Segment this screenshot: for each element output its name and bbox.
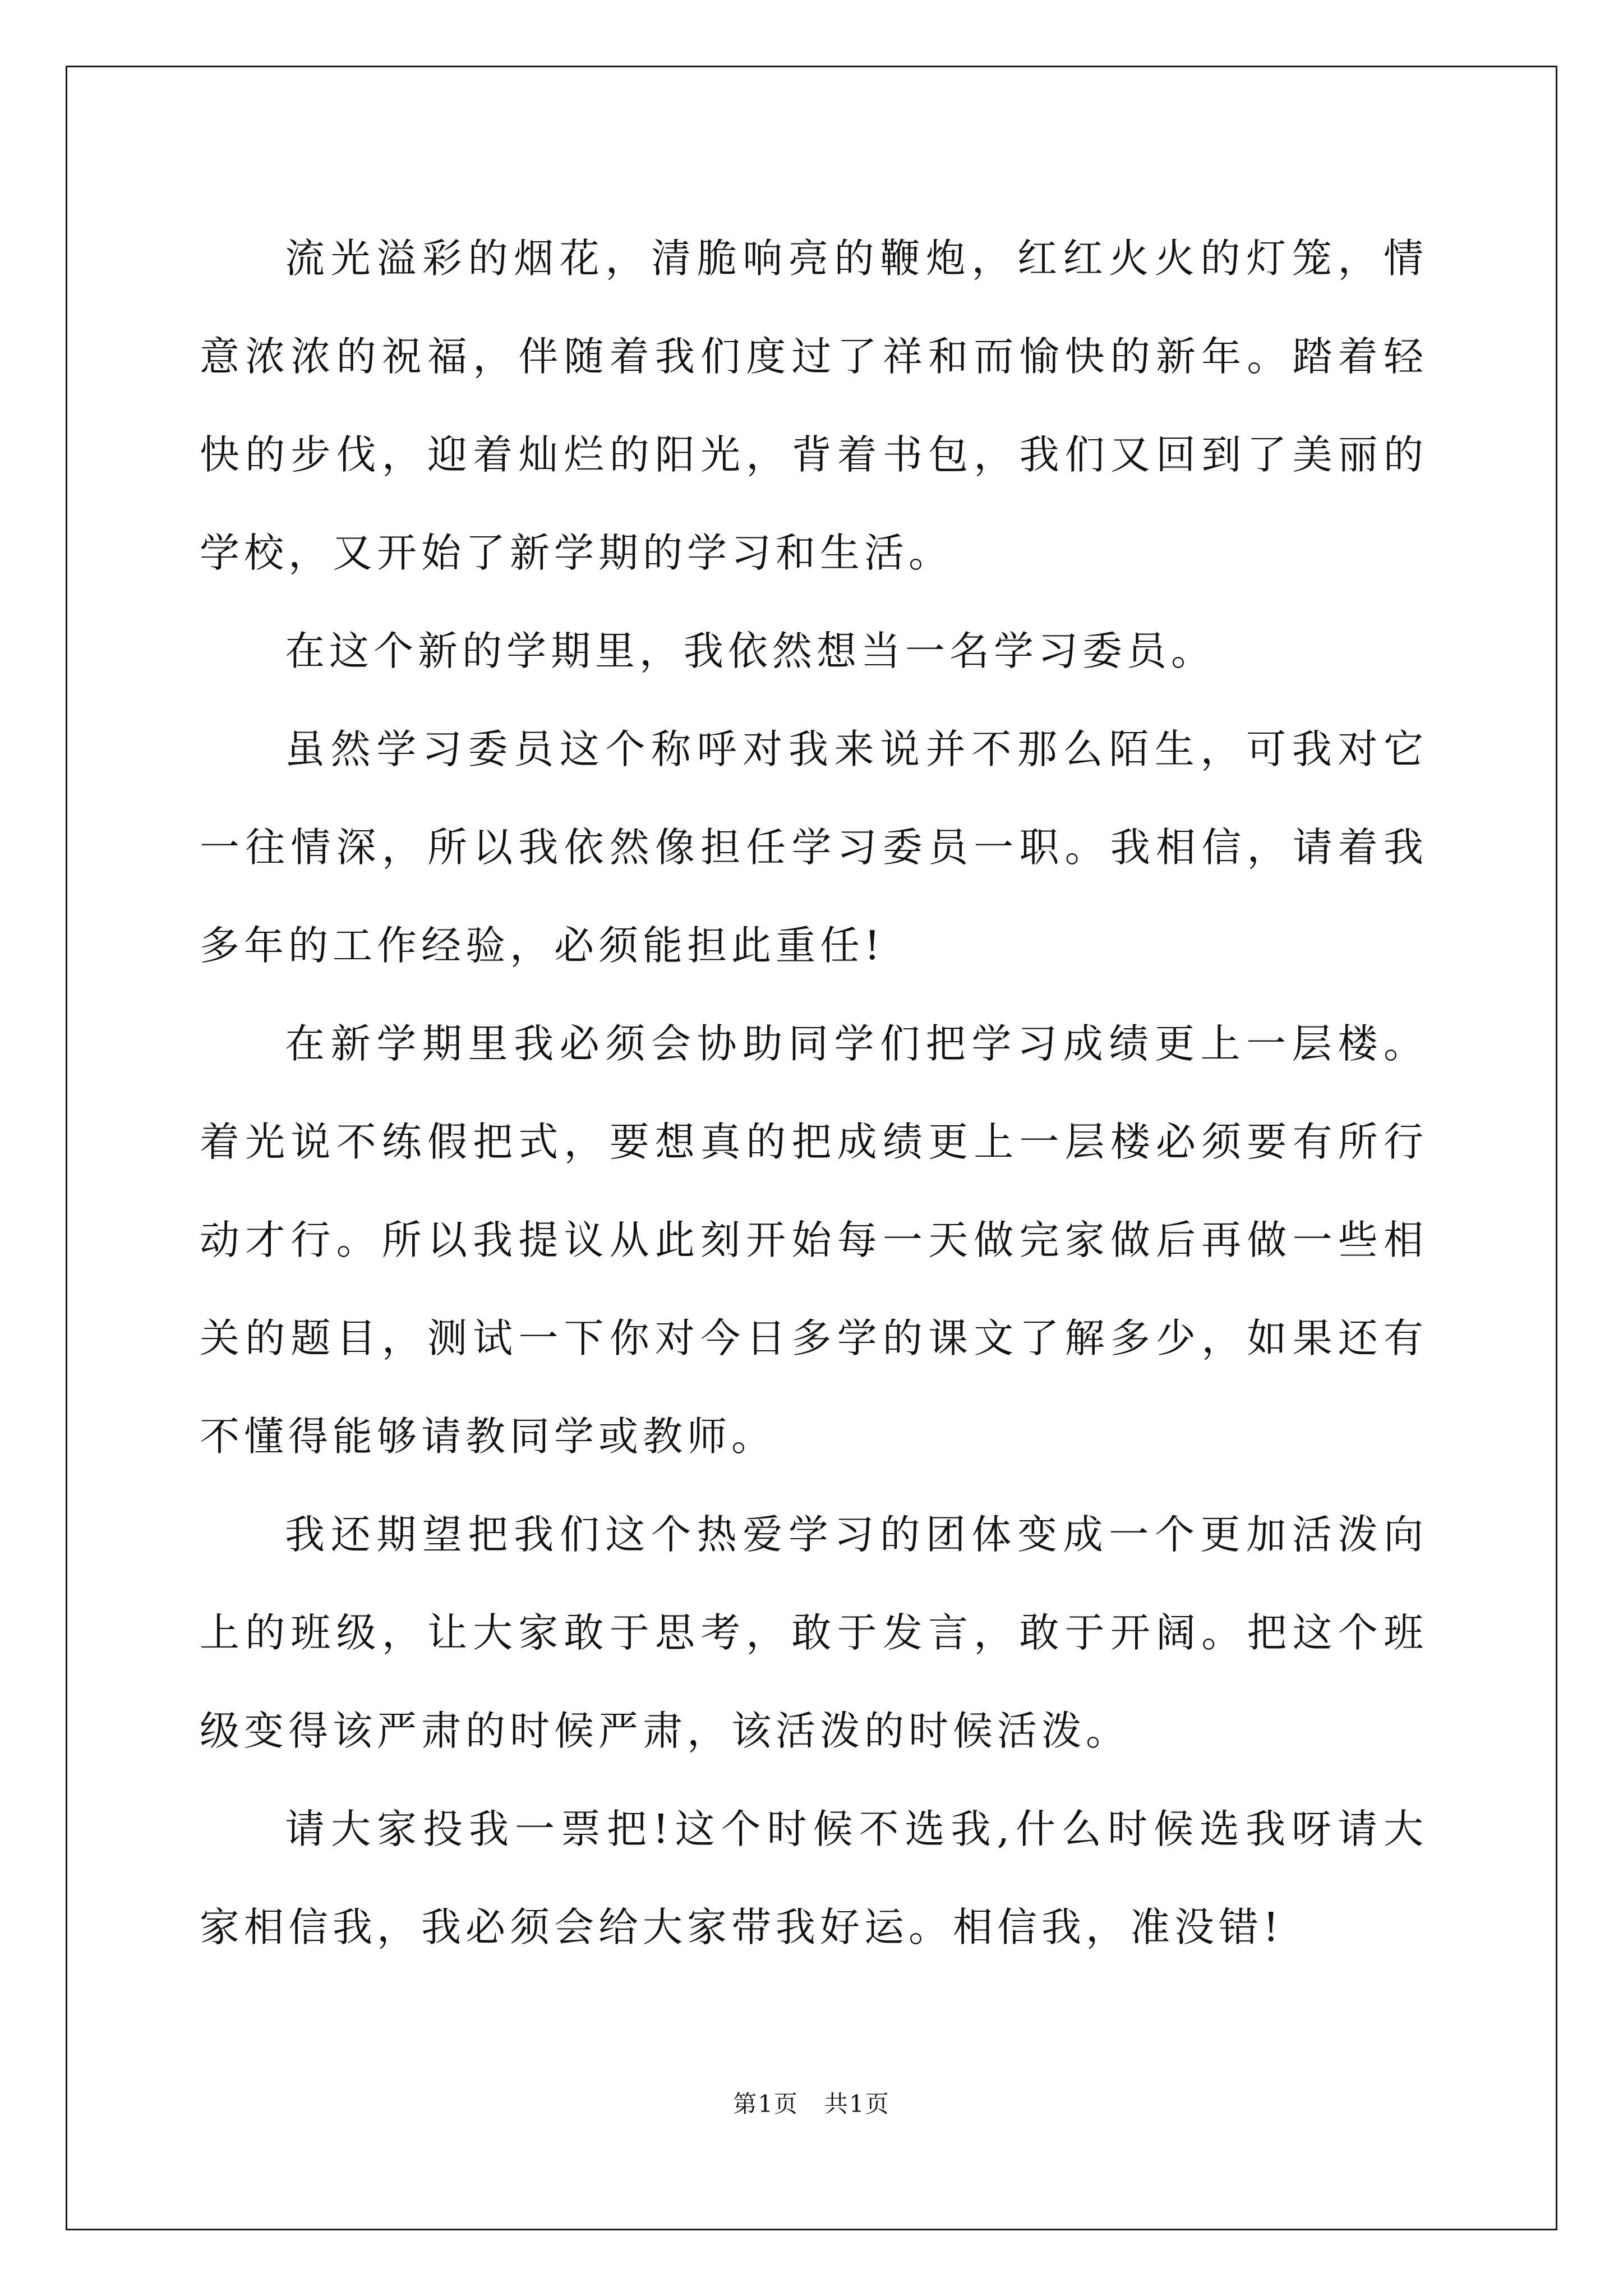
paragraph-5: 我还期望把我们这个热爱学习的团体变成一个更加活泼向上的班级，让大家敢于思考，敢于发言，敢于开阔。把这个班级变得该严肃的时候严肃，该活泼的时候活泼。 <box>200 1511 1428 1754</box>
paragraph-6: 请大家投我一票把!这个时候不选我,什么时候选我呀请大家相信我，我必须会给大家带我好运。相信我，准没错! <box>200 1806 1428 1950</box>
paragraph-4: 在新学期里我必须会协助同学们把学习成绩更上一层楼。着光说不练假把式，要想真的把成绩更上一层楼必须要有所行动才行。所以我提议从此刻开始每一天做完家做后再做一些相关的题目，测试一下你对今日多学的课文了解多少，如果还有不懂得能够请教同学或教师。 <box>200 1020 1428 1460</box>
page-number-footer: 第1页 共1页 <box>733 2090 890 2118</box>
paragraph-3: 虽然学习委员这个称呼对我来说并不那么陌生，可我对它一往情深，所以我依然像担任学习委员一职。我相信，请着我多年的工作经验，必须能担此重任! <box>200 726 1428 969</box>
paragraph-2: 在这个新的学期里，我依然想当一名学习委员。 <box>285 628 1216 674</box>
paragraph-1: 流光溢彩的烟花，清脆响亮的鞭炮，红红火火的灯笼，情意浓浓的祝福，伴随着我们度过了祥和而愉快的新年。踏着轻快的步伐，迎着灿烂的阳光，背着书包，我们又回到了美丽的学校，又开始了新学期的学习和生活。 <box>200 235 1428 576</box>
document-body <box>200 209 1428 1976</box>
